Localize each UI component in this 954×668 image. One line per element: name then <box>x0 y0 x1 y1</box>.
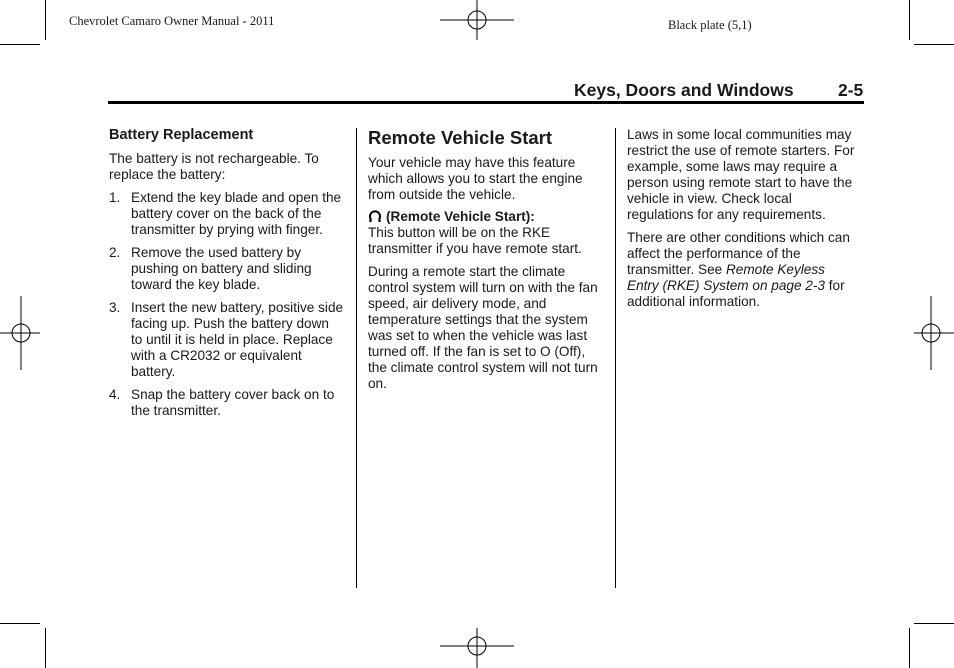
remote-start-button-label: (Remote Vehicle Start): <box>386 209 535 224</box>
remote-start-button-desc <box>368 209 604 257</box>
step-number: 4. <box>109 387 121 402</box>
battery-steps <box>109 190 344 419</box>
plate-label: Black plate (5,1) <box>668 18 752 32</box>
step-number: 3. <box>109 300 121 315</box>
page-number: 2-5 <box>838 80 864 100</box>
remote-vehicle-start-heading: Remote Vehicle Start <box>368 127 553 148</box>
step-text: Insert the new battery, positive side facing up. Push the battery down to until it is held in place. Replace with a CR2032 or equivalent battery. <box>131 300 344 379</box>
remote-start-intro: Your vehicle may have this feature which allows you to start the engine from outside the vehicle. <box>368 155 583 202</box>
step-item <box>109 245 344 293</box>
transmitter-conditions-text <box>627 230 859 310</box>
step-text: Snap the battery cover back on to the transmitter. <box>131 387 335 418</box>
column-3 <box>627 127 859 310</box>
registration-mark-right <box>912 296 954 372</box>
section-title: Keys, Doors and Windows <box>574 80 794 100</box>
crop-mark <box>0 623 40 624</box>
book-title: Chevrolet Camaro Owner Manual - 2011 <box>69 14 275 28</box>
step-item <box>109 387 344 419</box>
remote-start-climate-text: During a remote start the climate control system will turn on with the fan speed, air delivery mode, and temperature settings that the system was set to when the vehicle was last turned off. If the fan is set to O (Off), the climate control system will not turn on. <box>368 264 598 391</box>
column-2 <box>368 127 604 392</box>
registration-mark-bottom <box>440 626 516 668</box>
step-text: Extend the key blade and open the battery cover on the back of the transmitter by prying with finger. <box>131 190 342 237</box>
crop-mark <box>914 44 954 45</box>
step-number: 2. <box>109 245 121 260</box>
conditions-text-a: There are other conditions which can affect the performance of the transmitter. See <box>627 230 850 277</box>
battery-replacement-heading: Battery Replacement <box>109 127 254 143</box>
step-number: 1. <box>109 190 121 205</box>
registration-mark-top <box>440 0 516 42</box>
column-1 <box>109 127 344 419</box>
crop-mark <box>909 0 910 40</box>
header-rule <box>108 101 864 104</box>
remote-start-icon <box>368 209 382 223</box>
battery-intro: The battery is not rechargeable. To replace the battery: <box>109 151 319 182</box>
crop-mark <box>909 628 910 668</box>
crop-mark <box>45 0 46 40</box>
step-item <box>109 300 344 380</box>
column-divider <box>356 128 357 588</box>
conditions-text-b: for additional information. <box>627 278 845 309</box>
crop-mark <box>0 44 40 45</box>
remote-start-laws-text: Laws in some local communities may restrict the use of remote starters. For example, some laws may require a person using remote start to have the vehicle in view. Check local regulations for any requirements. <box>627 127 855 222</box>
step-text: Remove the used battery by pushing on battery and sliding toward the key blade. <box>131 245 312 292</box>
registration-mark-left <box>0 296 42 372</box>
column-divider <box>615 128 616 588</box>
rke-cross-reference[interactable]: Remote Keyless Entry (RKE) System on page 2-3 <box>627 262 825 293</box>
remote-start-button-text: This button will be on the RKE transmitter if you have remote start. <box>368 225 582 256</box>
crop-mark <box>914 623 954 624</box>
step-item <box>109 190 344 238</box>
crop-mark <box>45 628 46 668</box>
